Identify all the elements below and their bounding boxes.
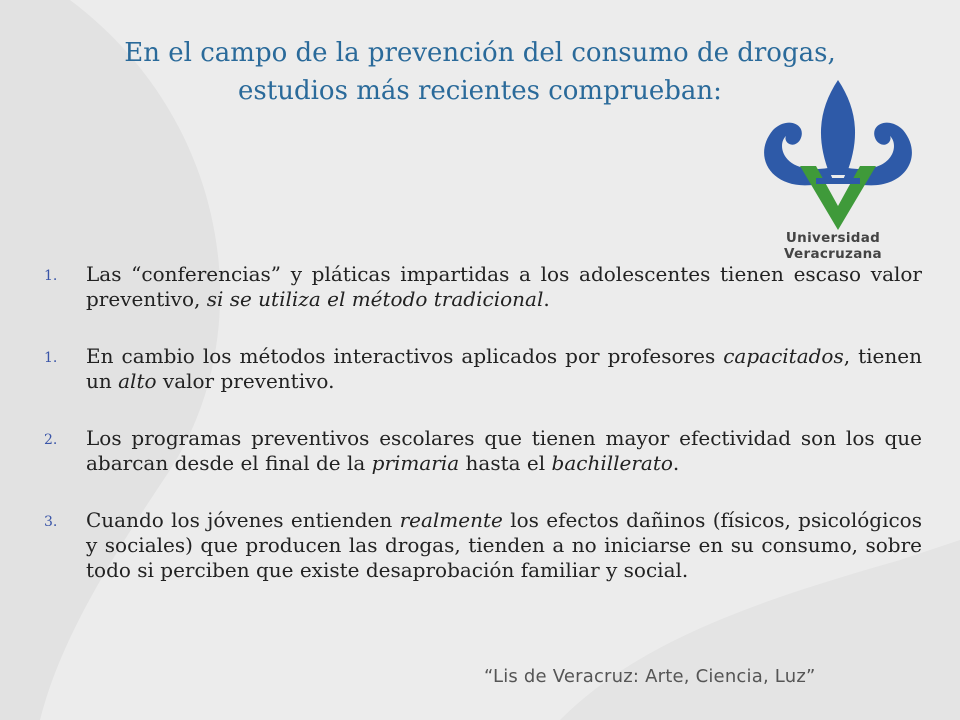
text-segment: . [672,451,680,475]
text-segment: los efectos dañinos (físicos, psicológicos y sociales) que producen las drogas, tienden a no iniciarse en su consumo, sobre todo si perciben que existe desaprobación familiar y social. [86,508,922,582]
list-item [44,426,922,476]
italic-segment: capacitados [723,344,844,368]
text-segment: , tienen un [86,344,922,393]
list-item-number: 3. [44,514,58,530]
text-segment: Las “conferencias” y pláticas impartidas a los adolescentes tienen escaso valor preventivo, [86,262,922,311]
list-item [44,508,922,583]
text-segment: Cuando los jóvenes entienden [86,508,400,532]
italic-segment: bachillerato [551,451,673,475]
fleur-de-lis-v-logo-icon [738,80,938,250]
list-item-text [86,344,922,394]
numbered-list [44,262,922,615]
text-segment: . [543,287,550,311]
list-item-text [86,426,922,476]
italic-segment: alto [118,369,157,393]
italic-segment: realmente [399,508,503,532]
list-item [44,262,922,312]
text-segment: En cambio los métodos interactivos aplicados por profesores [86,344,724,368]
list-item [44,344,922,394]
italic-segment: si se utiliza el método tradicional [206,287,544,311]
list-item-text [86,508,922,583]
text-segment: Los programas preventivos escolares que tienen mayor efectividad son los que abarcan desde el final de la [86,426,922,475]
motto: “Lis de Veracruz: Arte, Ciencia, Luz” [484,666,816,687]
list-item-text [86,262,922,312]
list-item-number: 2. [44,432,58,448]
title-line-2: estudios más recientes comprueban: [238,76,722,106]
italic-segment: primaria [371,451,460,475]
list-item-number: 1. [44,268,58,284]
text-segment: valor preventivo. [156,369,335,393]
list-item-number: 1. [44,350,58,366]
text-segment: hasta el [459,451,552,475]
title-line-1: En el campo de la prevención del consumo de drogas, [124,38,836,68]
logo-text: Universidad Veracruzana [784,230,882,262]
